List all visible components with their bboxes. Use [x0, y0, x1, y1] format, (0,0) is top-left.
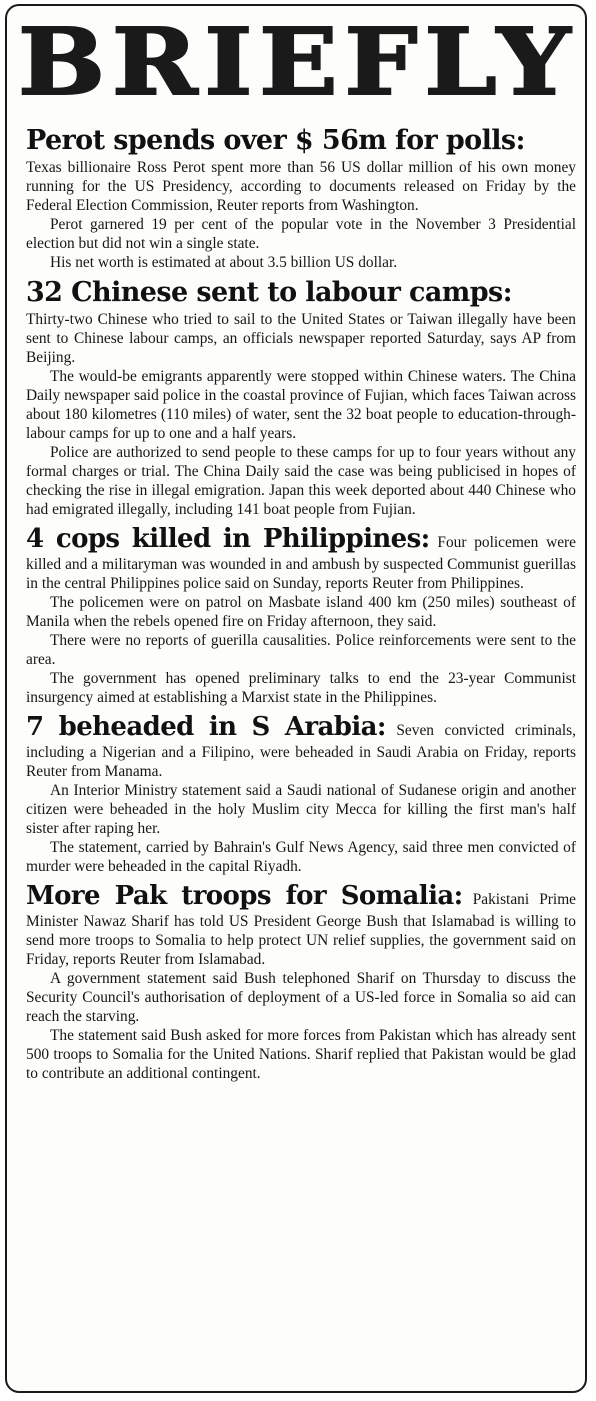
story-pak-troops-somalia — [26, 880, 576, 1083]
masthead — [18, 8, 578, 116]
masthead-title: BRIEFLY — [18, 8, 578, 116]
story-headline: 32 Chinese sent to labour camps: — [26, 277, 512, 308]
story-paragraph: An Interior Ministry statement said a Saudi national of Sudanese origin and another citizen were beheaded in the holy Muslim city Mecca for killing the first man's half sister after raping her. — [26, 782, 576, 837]
story-lead: Four policemen were killed and a militaryman was wounded in and ambush by suspected Communist guerillas in the central Philippines police said on Sunday, reports Reuter from Philippines. — [26, 534, 576, 592]
story-lead-paragraph — [26, 880, 576, 969]
story-paragraph: His net worth is estimated at about 3.5 billion US dollar. — [50, 254, 398, 271]
story-paragraph: The government has opened preliminary talks to end the 23-year Communist insurgency aimed at establishing a Marxist state in the Philippines. — [26, 670, 576, 706]
story-headline: More Pak troops for Somalia: — [26, 881, 463, 911]
story-paragraph: The policemen were on patrol on Masbate island 400 km (250 miles) southeast of Manila when the rebels opened fire on Friday afternoon, they said. — [26, 594, 576, 630]
story-paragraph: The would-be emigrants apparently were stopped within Chinese waters. The China Daily newspaper said police in the coastal province of Fujian, which faces Taiwan across about 180 kilometres (110 miles) of water, sent the 32 boat people to education-through-labour camps for up to one and a half years. — [26, 368, 576, 442]
story-paragraph: Texas billionaire Ross Perot spent more than 56 US dollar million of his own money running for the US Presidency, according to documents released on Friday by the Federal Election Commission, Reuter reports from Washington. — [26, 159, 576, 214]
story-paragraph: The statement, carried by Bahrain's Gulf News Agency, said three men convicted of murder were beheaded in the capital Riyadh. — [26, 839, 576, 875]
story-saudi-beheadings — [26, 711, 576, 876]
story-headline: 4 cops killed in Philippines: — [26, 524, 430, 554]
story-lead-paragraph — [26, 711, 576, 781]
story-philippines-cops — [26, 523, 576, 707]
story-chinese-labour-camps — [26, 276, 576, 519]
story-paragraph: Thirty-two Chinese who tried to sail to the United States or Taiwan illegally have been sent to Chinese labour camps, an officials newspaper reported Saturday, says AP from Beijing. — [26, 311, 576, 366]
story-headline: 7 beheaded in S Arabia: — [26, 712, 386, 742]
story-paragraph: A government statement said Bush telephoned Sharif on Thursday to discuss the Security Council's authorisation of deployment of a US-led force in Somalia so aid can reach the starving. — [26, 970, 576, 1025]
story-paragraph: Police are authorized to send people to these camps for up to four years without any formal charges or trial. The China Daily said the case was being publicised in hopes of checking the rise in illegal emigration. Japan this week deported about 440 Chinese who had emigrated illegally, including 141 boat people from Fujian. — [26, 444, 576, 518]
story-headline: Perot spends over $ 56m for polls: — [26, 125, 525, 156]
story-paragraph: Perot garnered 19 per cent of the popular vote in the November 3 Presidential election but did not win a single state. — [26, 216, 576, 252]
story-lead: Seven convicted criminals, including a Nigerian and a Filipino, were beheaded in Saudi Arabia on Friday, reports Reuter from Manama. — [26, 722, 576, 780]
story-lead-paragraph — [26, 523, 576, 593]
story-paragraph: The statement said Bush asked for more forces from Pakistan which has already sent 500 troops to Somalia for the United Nations. Sharif replied that Pakistan would be glad to contribute an additional contingent. — [26, 1027, 576, 1082]
news-column — [26, 124, 576, 1087]
story-paragraph: There were no reports of guerilla causalities. Police reinforcements were sent to the area. — [26, 632, 576, 668]
story-lead: Pakistani Prime Minister Nawaz Sharif has told US President George Bush that Islamabad is willing to send more troops to Somalia to help protect UN relief supplies, the government said on Friday, reports Reuter from Islamabad. — [26, 891, 576, 968]
story-perot — [26, 124, 576, 272]
